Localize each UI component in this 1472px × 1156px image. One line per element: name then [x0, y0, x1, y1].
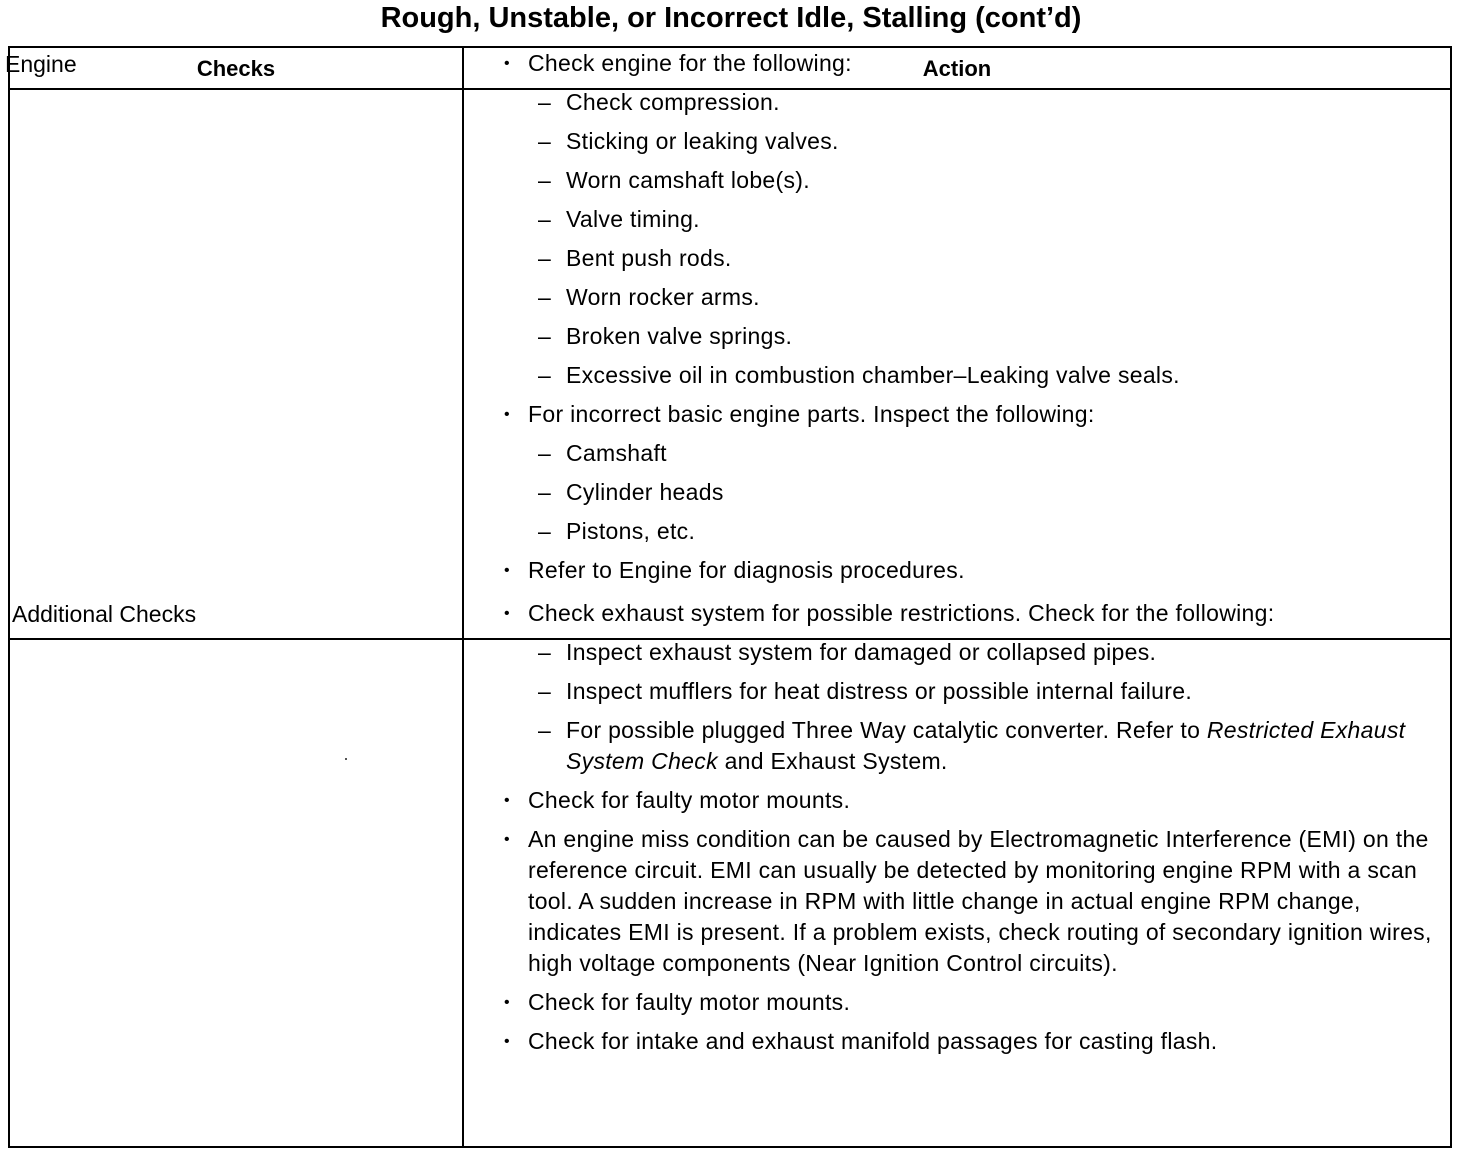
action-sub-list — [498, 438, 1438, 547]
action-bullet: • For incorrect basic engine parts. Inspect the following: — [498, 399, 1438, 430]
action-sub-item: – Inspect exhaust system for damaged or collapsed pipes. — [498, 637, 1438, 668]
catalytic-prefix: For possible plugged Three Way catalytic converter. Refer to — [566, 717, 1207, 743]
action-sub-item: – Broken valve springs. — [498, 321, 1438, 352]
action-sub-item: – Sticking or leaking valves. — [498, 126, 1438, 157]
scan-speck — [345, 758, 347, 760]
action-sub-item: – Cylinder heads — [498, 477, 1438, 508]
action-sub-item: – Worn rocker arms. — [498, 282, 1438, 313]
action-sub-list — [498, 637, 1438, 777]
action-bullet: • Check exhaust system for possible restrictions. Check for the following: — [498, 598, 1438, 629]
action-sub-item: – Pistons, etc. — [498, 516, 1438, 547]
additional-actions — [498, 598, 1438, 1065]
header-action: Action — [922, 56, 992, 81]
action-sub-item-catalytic — [498, 715, 1438, 777]
action-sub-item: – Excessive oil in combustion chamber–Leaking valve seals. — [498, 360, 1438, 391]
action-bullet-emi: • An engine miss condition can be caused by Electromagnetic Interference (EMI) on the reference circuit. EMI can usually be detected by monitoring engine RPM with a scan tool. A sudden increase in RPM with little change in actual engine RPM change, indicates EMI is present. If a problem exists, check routing of secondary ignition wires, high voltage components (Near Ignition Control circuits). — [498, 824, 1438, 979]
catalytic-suffix: and Exhaust System. — [717, 748, 948, 774]
action-bullet: • Check for faulty motor mounts. — [498, 987, 1438, 1018]
action-sub-list — [498, 87, 1438, 391]
engine-actions — [498, 48, 1438, 594]
action-sub-item: – Inspect mufflers for heat distress or possible internal failure. — [498, 676, 1438, 707]
action-sub-item: – Valve timing. — [498, 204, 1438, 235]
check-additional-label: Additional Checks — [12, 601, 197, 627]
restricted-exhaust-reference: Restricted Exhaust System Check — [566, 717, 1406, 774]
column-divider — [462, 48, 464, 1146]
action-sub-item: – Check compression. — [498, 87, 1438, 118]
check-engine-label: Engine — [5, 51, 77, 77]
action-bullet: • Check for intake and exhaust manifold passages for casting flash. — [498, 1026, 1438, 1057]
action-sub-item: – Bent push rods. — [498, 243, 1438, 274]
action-bullet: • Check engine for the following: — [498, 48, 1438, 79]
action-sub-item: – Worn camshaft lobe(s). — [498, 165, 1438, 196]
action-bullet: • Check for faulty motor mounts. — [498, 785, 1438, 816]
action-sub-item: – Camshaft — [498, 438, 1438, 469]
header-checks: Checks — [196, 56, 276, 81]
action-bullet: • Refer to Engine for diagnosis procedures. — [498, 555, 1438, 586]
page-title: Rough, Unstable, or Incorrect Idle, Stalling (cont’d) — [380, 2, 1082, 34]
